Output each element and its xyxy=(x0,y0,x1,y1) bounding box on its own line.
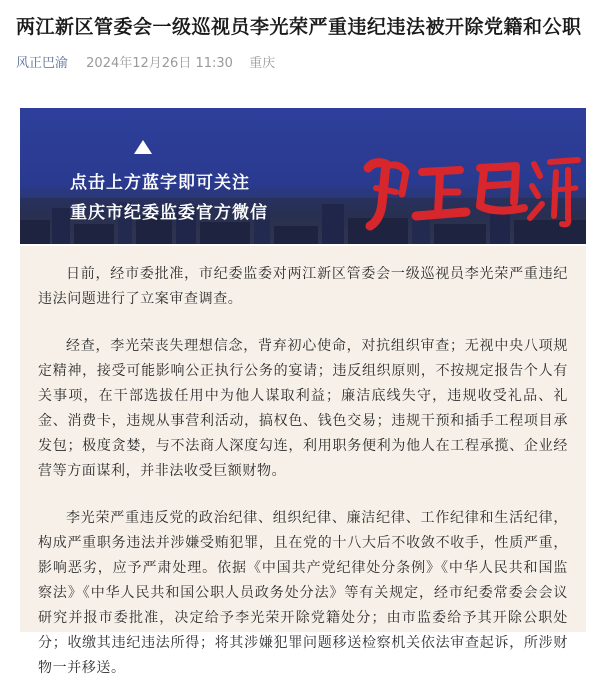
arrow-up-icon xyxy=(134,140,152,154)
publish-location: 重庆 xyxy=(249,56,276,71)
publish-date: 2024年12月26日 11:30 xyxy=(86,56,233,71)
article-meta xyxy=(16,52,275,71)
banner-follow-text: 点击上方蓝字即可关注 xyxy=(70,173,250,193)
article-paragraph: 日前，经市委批准，市纪委监委对两江新区管委会一级巡视员李光荣严重违纪违法问题进行了立案审查调查。 xyxy=(38,266,568,307)
article-title: 两江新区管委会一级巡视员李光荣严重违纪违法被开除党籍和公职 xyxy=(16,16,582,38)
article-body xyxy=(20,246,586,676)
author-link[interactable]: 风正巴渝 xyxy=(16,56,69,71)
article-paragraph: 经查，李光荣丧失理想信念，背弃初心使命，对抗组织审查；无视中央八项规定精神，接受可能影响公正执行公务的宴请；违反组织原则，不按规定报告个人有关事项，在干部选拔任用中为他人谋取利益；廉洁底线失守，违规收受礼品、礼金、消费卡，违规从事营利活动，搞权色、钱色交易；违规干预和插手工程项目承发包；极度贪婪，与不法商人深度勾连，利用职务便利为他人在工程承揽、企业经营等方面谋利，并非法收受巨额财物。 xyxy=(38,338,568,479)
follow-banner[interactable] xyxy=(20,108,586,244)
article-paragraph: 李光荣严重违反党的政治纪律、组织纪律、廉洁纪律、工作纪律和生活纪律，构成严重职务违法并涉嫌受贿犯罪，且在党的十八大后不收敛不收手，性质严重，影响恶劣，应予严肃处理。依据《中国共产党纪律处分条例》《中华人民共和国监察法》《中华人民共和国公职人员政务处分法》等有关规定，经市纪委常委会会议研究并报市委批准，决定给予李光荣开除党籍处分；由市监委给予其开除公职处分；收缴其违纪违法所得；将其涉嫌犯罪问题移送检察机关依法审查起诉，所涉财物一并移送。 xyxy=(38,510,568,676)
fengzheng-bayu-logo xyxy=(356,146,586,236)
banner-account-text: 重庆市纪委监委官方微信 xyxy=(70,203,268,223)
